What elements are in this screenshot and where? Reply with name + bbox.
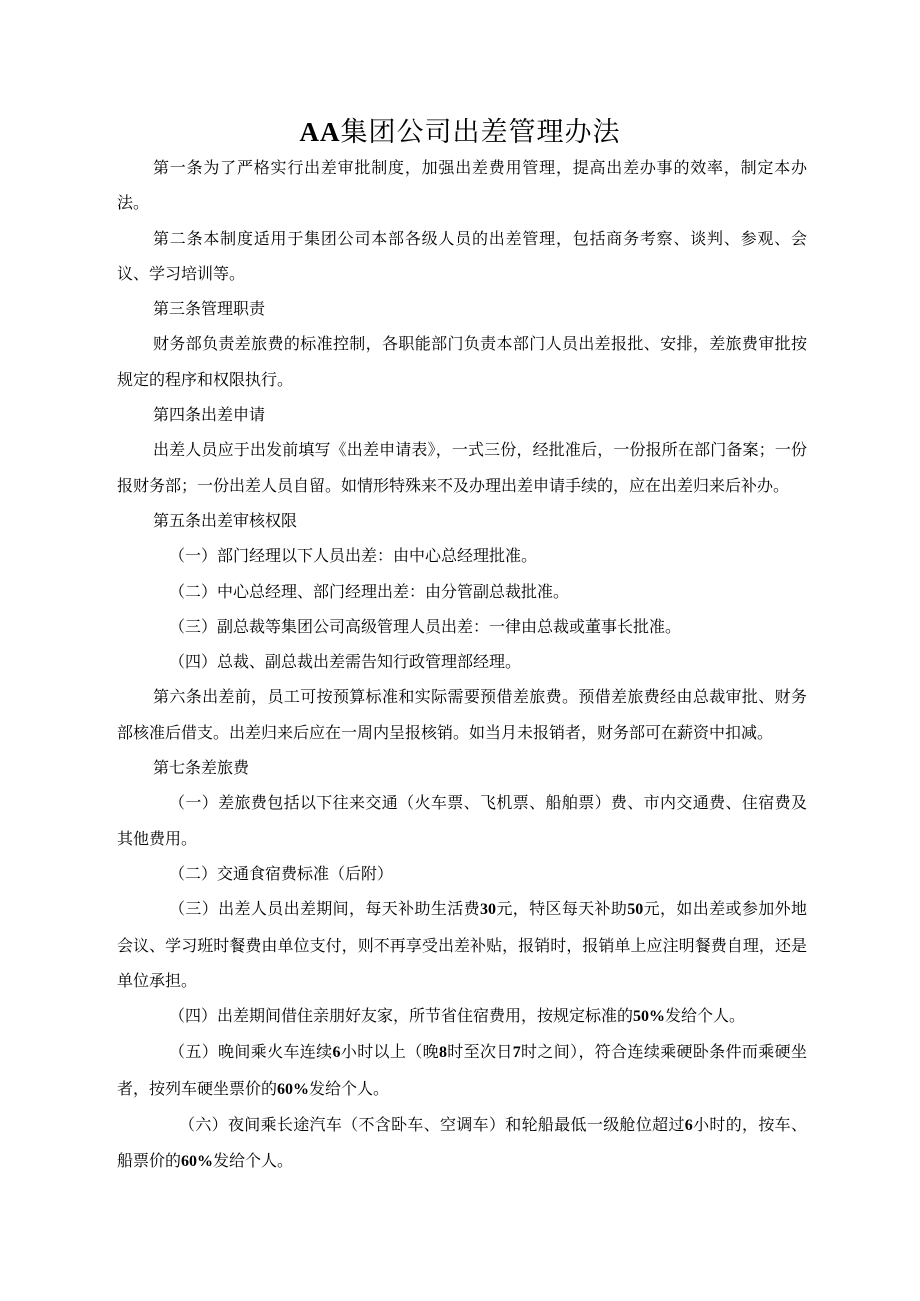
paragraph: （二）交通食宿费标准（后附） xyxy=(169,863,394,883)
paragraph: （三）出差人员出差期间，每天补助生活费30元，特区每天补助50元，如出差或参加外地会议、学习班时餐费由单位支付，则不再享受出差补贴，报销时，报销单上应注明餐费自理，还是单位承担。 xyxy=(117,899,807,990)
paragraph: 第三条管理职责 xyxy=(153,299,266,319)
paragraph: （六）夜间乘长途汽车（不含卧车、空调车）和轮船最低一级舱位超过6小时的，按车、船票价的60%发给个人。 xyxy=(117,1115,807,1171)
paragraph: 出差人员应于出发前填写《出差申请表》，一式三份，经批准后，一份报所在部门备案；一份报财务部；一份出差人员自留。如情形特殊来不及办理出差申请手续的，应在出差归来后补办。 xyxy=(117,440,807,495)
paragraph: （四）总裁、副总裁出差需告知行政管理部经理。 xyxy=(169,652,522,672)
paragraph: 第七条差旅费 xyxy=(153,758,250,778)
paragraph: （五）晚间乘火车连续6小时以上（晚8时至次日7时之间），符合连续乘硬卧条件而乘硬坐者，按列车硬坐票价的60%发给个人。 xyxy=(117,1042,807,1098)
paragraph: （二）中心总经理、部门经理出差：由分管副总裁批准。 xyxy=(169,581,570,601)
paragraph: （一）部门经理以下人员出差：由中心总经理批准。 xyxy=(169,546,538,566)
paragraph: 第四条出差申请 xyxy=(153,405,266,425)
document-title: AA集团公司出差管理办法 xyxy=(299,117,621,148)
document-body xyxy=(117,150,807,1180)
paragraph: 第一条为了严格实行出差审批制度，加强出差费用管理，提高出差办事的效率，制定本办法。 xyxy=(117,158,807,213)
paragraph: （四）出差期间借住亲朋好友家，所节省住宿费用，按规定标准的50%发给个人。 xyxy=(169,1006,746,1026)
paragraph: 第二条本制度适用于集团公司本部各级人员的出差管理，包括商务考察、谈判、参观、会议、学习培训等。 xyxy=(117,228,807,283)
paragraph: （一）差旅费包括以下往来交通（火车票、飞机票、船舶票）费、市内交通费、住宿费及其他费用。 xyxy=(117,793,807,848)
paragraph: （三）副总裁等集团公司高级管理人员出差：一律由总裁或董事长批准。 xyxy=(169,616,682,636)
paragraph: 财务部负责差旅费的标准控制，各职能部门负责本部门人员出差报批、安排，差旅费审批按规定的程序和权限执行。 xyxy=(117,334,807,389)
paragraph: 第五条出差审核权限 xyxy=(153,510,298,530)
paragraph: 第六条出差前，员工可按预算标准和实际需要预借差旅费。预借差旅费经由总裁审批、财务部核准后借支。出差归来后应在一周内呈报核销。如当月未报销者，财务部可在薪资中扣减。 xyxy=(117,687,807,742)
